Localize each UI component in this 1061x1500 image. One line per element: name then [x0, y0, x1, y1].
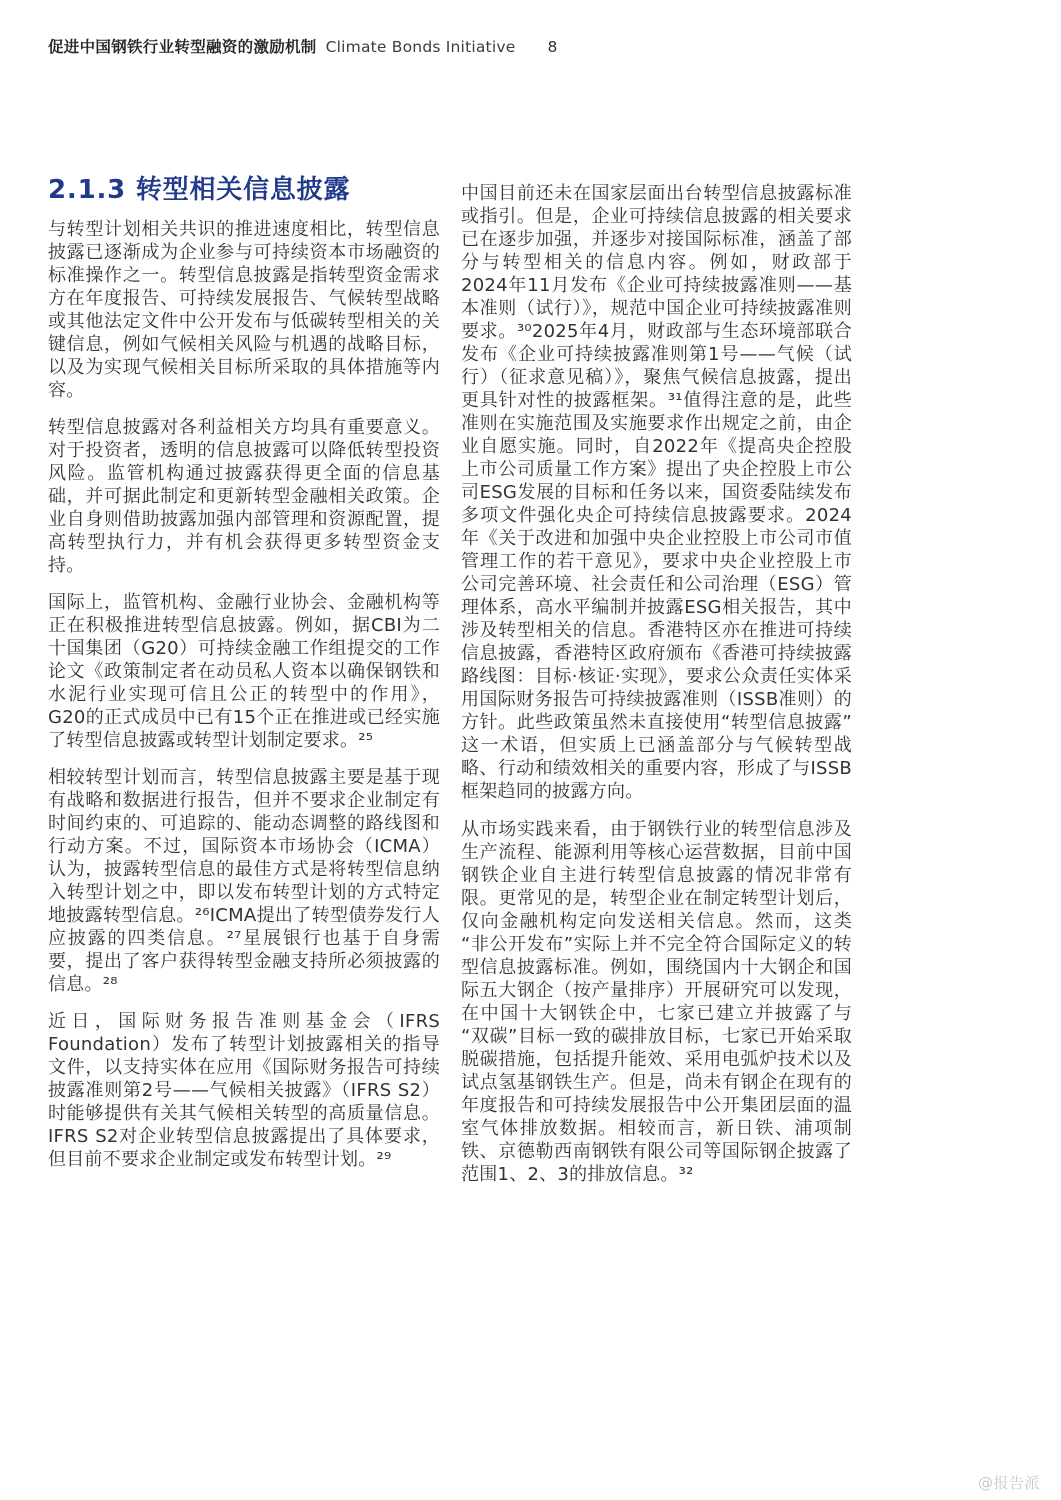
right-column — [461, 174, 852, 1201]
org-name: Climate Bonds Initiative — [325, 38, 516, 56]
body-paragraph: 转型信息披露对各利益相关方均具有重要意义。对于投资者，透明的信息披露可以降低转型投资风险。监管机构通过披露获得更全面的信息基础，并可据此制定和更新转型金融相关政策。企业自身则借助披露加强内部管理和资源配置，提高转型执行力，并有机会获得更多转型资金支持。 — [48, 417, 440, 576]
page-number: 8 — [547, 38, 558, 56]
body-paragraph: 中国目前还未在国家层面出台转型信息披露标准或指引。但是，企业可持续信息披露的相关要求已在逐步加强，并逐步对接国际标准，涵盖了部分与转型相关的信息内容。例如，财政部于2024年11月发布《企业可持续披露准则——基本准则（试行）》，规范中国企业可持续披露准则要求。³⁰2025年4月，财政部与生态环境部联合发布《企业可持续披露准则第1号——气候（试行）（征求意见稿）》，聚焦气候信息披露，提出更具针对性的披露框架。³¹值得注意的是，此些准则在实施范围及实施要求作出规定之前，由企业自愿实施。同时，自2022年《提高央企控股上市公司质量工作方案》提出了央企控股上市公司ESG发展的目标和任务以来，国资委陆续发布多项文件强化央企可持续信息披露要求。2024年《关于改进和加强中央企业控股上市公司市值管理工作的若干意见》，要求中央企业控股上市公司完善环境、社会责任和公司治理（ESG）管理体系，高水平编制并披露ESG相关报告，其中涉及转型相关的信息。香港特区亦在推进可持续信息披露，香港特区政府颁布《香港可持续披露路线图：目标·核证·实现》，要求公众责任实体采用国际财务报告可持续披露准则（ISSB准则）的方针。此些政策虽然未直接使用“转型信息披露”这一术语，但实质上已涵盖部分与气候转型战略、行动和绩效相关的重要内容，形成了与ISSB框架趋同的披露方向。 — [461, 183, 852, 802]
content-columns — [48, 174, 852, 1201]
body-paragraph: 国际上，监管机构、金融行业协会、金融机构等正在积极推进转型信息披露。例如，据CBI为二十国集团（G20）可持续金融工作组提交的工作论文《政策制定者在动员私人资本以确保钢铁和水泥行业实现可信且公正的转型中的作用》，G20的正式成员中已有15个正在推进或已经实施了转型信息披露或转型计划制定要求。²⁵ — [48, 592, 440, 751]
left-column — [48, 174, 440, 1201]
body-paragraph: 从市场实践来看，由于钢铁行业的转型信息涉及生产流程、能源利用等核心运营数据，目前中国钢铁企业自主进行转型信息披露的情况非常有限。更常见的是，转型企业在制定转型计划后，仅向金融机构定向发送相关信息。然而，这类“非公开发布”实际上并不完全符合国际定义的转型信息披露标准。例如，围绕国内十大钢企和国际五大钢企（按产量排序）开展研究可以发现，在中国十大钢铁企中，七家已建立并披露了与“双碳”目标一致的碳排放目标，七家已开始采取脱碳措施，包括提升能效、采用电弧炉技术以及试点氢基钢铁生产。但是，尚未有钢企在现有的年度报告和可持续发展报告中公开集团层面的温室气体排放数据。相较而言，新日铁、浦项制铁、京德勒西南钢铁有限公司等国际钢企披露了范围1、2、3的排放信息。³² — [461, 819, 852, 1185]
body-paragraph: 相较转型计划而言，转型信息披露主要是基于现有战略和数据进行报告，但并不要求企业制定有时间约束的、可追踪的、能动态调整的路线图和行动方案。不过，国际资本市场协会（ICMA）认为，披露转型信息的最佳方式是将转型信息纳入转型计划之中，即以发布转型计划的方式特定地披露转型信息。²⁶ICMA提出了转型债券发行人应披露的四类信息。²⁷星展银行也基于自身需要，提出了客户获得转型金融支持所必须披露的信息。²⁸ — [48, 767, 441, 995]
section-heading: 2.1.3 转型相关信息披露 — [48, 175, 351, 205]
body-paragraph: 近日，国际财务报告准则基金会（IFRS Foundation）发布了转型计划披露相关的指导文件，以支持实体在应用《国际财务报告可持续披露准则第2号——气候相关披露》（IFRS S2）时能够提供有关其气候相关转型的高质量信息。IFRS S2对企业转型信息披露提出了具体要求，但目前不要求企业制定或发布转型计划。²⁹ — [48, 1011, 440, 1170]
report-title: 促进中国钢铁行业转型融资的激励机制 — [48, 38, 317, 56]
page-header — [48, 35, 557, 57]
body-paragraph: 与转型计划相关共识的推进速度相比，转型信息披露已逐渐成为企业参与可持续资本市场融资的标准操作之一。转型信息披露是指转型资金需求方在年度报告、可持续发展报告、气候转型战略或其他法定文件中公开发布与低碳转型相关的关键信息，例如气候相关风险与机遇的战略目标，以及为实现气候相关目标所采取的具体措施等内容。 — [48, 219, 440, 401]
watermark: @报告派 — [977, 1474, 1040, 1492]
